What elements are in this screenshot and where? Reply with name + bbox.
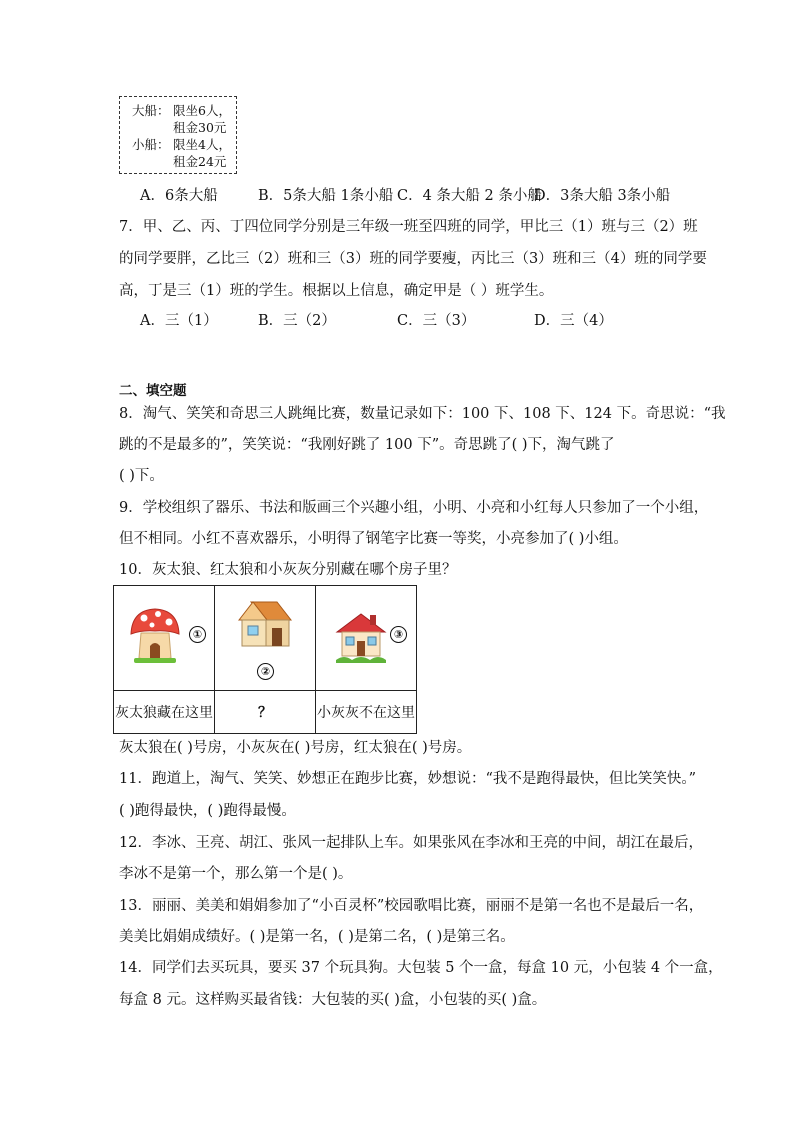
q11-line-1: 11．跑道上，淘气、笑笑、妙想正在跑步比赛，妙想说：“我不是跑得最快，但比笑笑快。” — [119, 771, 697, 787]
q13-line-2: 美美比娟娟成绩好。( )是第一名，( )是第二名，( )是第三名。 — [119, 929, 515, 945]
cell-house-2-note: ？ — [215, 691, 316, 734]
q8-line-3: ( )下。 — [119, 468, 164, 484]
q10-answer-line: 灰太狼在( )号房，小灰灰在( )号房，红太狼在( )号房。 — [119, 740, 472, 756]
mushroom-house-icon — [128, 606, 182, 666]
small-boat-seat: 限坐4人， — [173, 137, 231, 152]
house-number-1: ① — [189, 626, 206, 643]
boat-info-box — [119, 96, 237, 174]
q8-line-1: 8．淘气、笑笑和奇思三人跳绳比赛，数量记录如下：100 下、108 下、124 下。奇思说：“我 — [119, 406, 726, 422]
house-cell-2 — [215, 586, 316, 691]
q7-option-d[interactable]: D．三（4） — [534, 313, 613, 329]
cell-house-3-note: 小灰灰不在这里 — [316, 691, 417, 734]
q6-option-c[interactable]: C．4 条大船 2 条小船 — [397, 188, 542, 204]
q9-line-2: 但不相同。小红不喜欢器乐，小明得了钢笔字比赛一等奖，小亮参加了( )小组。 — [119, 531, 628, 547]
q6-option-d[interactable]: D．3条大船 3条小船 — [534, 188, 671, 204]
q12-line-1: 12．李冰、王亮、胡江、张风一起排队上车。如果张风在李冰和王亮的中间，胡江在最后， — [119, 835, 703, 851]
big-boat-seat: 限坐6人， — [173, 103, 231, 118]
q14-line-2: 每盒 8 元。这样购买最省钱：大包装的买( )盒，小包装的买( )盒。 — [119, 992, 547, 1008]
house-number-2: ② — [257, 663, 274, 680]
cell-house-1-note: 灰太狼藏在这里 — [114, 691, 215, 734]
q7-line-2: 的同学要胖，乙比三（2）班和三（3）班的同学要瘦，丙比三（3）班和三（4）班的同学要 — [119, 251, 707, 267]
house-number-3: ③ — [390, 626, 407, 643]
q10-line-1: 10．灰太狼、红太狼和小灰灰分别藏在哪个房子里？ — [119, 562, 457, 578]
small-boat-label: 小船： — [132, 137, 170, 152]
q13-line-1: 13．丽丽、美美和娟娟参加了“小百灵杯”校园歌唱比赛，丽丽不是第一名也不是最后一名， — [119, 898, 704, 914]
cottage-icon — [334, 610, 388, 664]
house-cell-1 — [114, 586, 215, 691]
q7-option-c[interactable]: C．三（3） — [397, 313, 476, 329]
q7-line-1: 7．甲、乙、丙、丁四位同学分别是三年级一班至四班的同学，甲比三（1）班与三（2）班 — [119, 219, 698, 235]
small-boat-rent: 租金24元 — [173, 154, 227, 169]
big-boat-label: 大船： — [132, 103, 170, 118]
q12-line-2: 李冰不是第一个，那么第一个是( )。 — [119, 866, 353, 882]
big-boat-rent: 租金30元 — [173, 120, 227, 135]
q9-line-1: 9．学校组织了器乐、书法和版画三个兴趣小组，小明、小亮和小红每人只参加了一个小组， — [119, 500, 709, 516]
q7-line-3: 高，丁是三（1）班的学生。根据以上信息，确定甲是（ ）班学生。 — [119, 283, 554, 299]
house-icon — [237, 598, 293, 650]
q7-option-a[interactable]: A．三（1） — [140, 313, 218, 329]
q6-option-a[interactable]: A．6条大船 — [140, 188, 218, 204]
q11-line-2: ( )跑得最快，( )跑得最慢。 — [119, 803, 296, 819]
q8-line-2: 跳的不是最多的”，笑笑说：“我刚好跳了 100 下”。奇思跳了( )下，淘气跳了 — [119, 437, 615, 453]
house-cell-3 — [316, 586, 417, 691]
q7-option-b[interactable]: B．三（2） — [258, 313, 336, 329]
q14-line-1: 14．同学们去买玩具，要买 37 个玩具狗。大包装 5 个一盒，每盒 10 元，小包装 4 个一盒， — [119, 960, 723, 976]
section-title: 二、填空题 — [119, 383, 187, 399]
house-table — [113, 585, 417, 734]
q6-option-b[interactable]: B．5条大船 1条小船 — [258, 188, 394, 204]
